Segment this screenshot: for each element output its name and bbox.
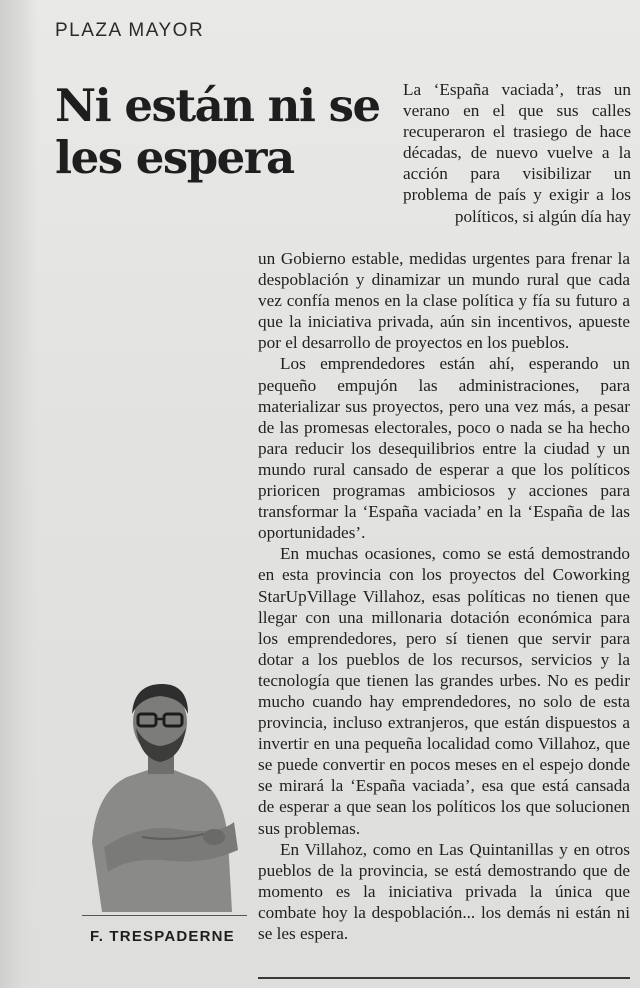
author-byline: F. TRESPADERNE: [90, 928, 235, 945]
author-divider: [82, 915, 247, 916]
page-gutter-shadow: [0, 0, 38, 988]
body-paragraph-4: En Villahoz, como en Las Quintanillas y en otros pueblos de la provincia, se está demostrando que de momento es la iniciativa privada la única que combate hoy la despoblación... los demás ni están ni se les espera.: [258, 839, 630, 943]
body-paragraph-3: En muchas ocasiones, como se está demostrando en esta provincia con los proyectos del Coworking StarUpVillage Villahoz, esas políticas no tienen que llegar con una millonaria dotación económica para los emprendedores, pero sí tienen que servir para dotar a los pueblos de los recursos, servicios y la tecnología que tienen las grandes urbes. No es pedir mucho cuando hay emprendedores, no solo de esta provincia, incluso extranjeros, que están dispuestos a invertir en una pequeña localidad como Villahoz, que se puede convertir en pocos meses en el espejo donde se mirará la ‘España vaciada’, esa que está cansada de esperar a que sean los políticos los que solucionen sus problemas.: [258, 544, 630, 838]
body-paragraph-1: un Gobierno estable, medidas urgentes para frenar la despoblación y dinamizar un mundo rural que cada vez confía menos en la clase política y fía su futuro a que la iniciativa privada, aún sin incentivos, apueste por el desarrollo de proyectos en los pueblos.: [258, 249, 630, 353]
column-end-rule: [258, 977, 630, 979]
intro-paragraph: La ‘España vaciada’, tras un verano en el que sus calles recuperaron el trasiego de hace décadas, de nuevo vuelve a la acción para visibilizar un problema de país y exigir a los políticos, si algún día hay: [403, 80, 631, 226]
article-headline: Ni están ni se les espera: [55, 79, 380, 184]
article-intro: [403, 79, 631, 227]
article-body: [258, 248, 630, 944]
body-paragraph-2: Los emprendedores están ahí, esperando un pequeño empujón las administraciones, para materializar sus proyectos, pero una vez más, a pesar de las promesas electorales, poco o nada se ha hecho para reducir los desequilibrios entre la ciudad y un mundo rural cansado de esperar a que los políticos prioricen programas ambiciosos y acciones para transformar la ‘España vaciada’ en la ‘España de las oportunidades’.: [258, 354, 630, 543]
section-label: PLAZA MAYOR: [55, 20, 205, 41]
author-portrait: [82, 672, 242, 912]
